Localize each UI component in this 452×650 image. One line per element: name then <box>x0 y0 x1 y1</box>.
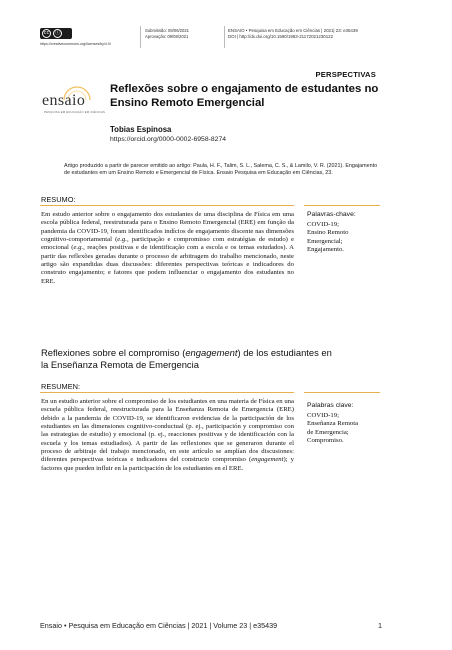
resumo-heading: RESUMO: <box>41 195 76 204</box>
keywords-label: Palavras-chave: <box>307 211 356 218</box>
header-divider <box>224 26 225 48</box>
section-rule <box>40 205 294 206</box>
section-label: PERSPECTIVAS <box>315 70 376 79</box>
keywords-rule <box>304 392 380 393</box>
keyword: de Emergencia; <box>307 428 349 436</box>
keyword: Enseñanza Remota <box>307 420 359 428</box>
cc-license-badge[interactable] <box>40 28 72 39</box>
header-divider <box>140 26 141 48</box>
attribution-icon: ⓘ <box>54 30 60 36</box>
keyword: Emergencial; <box>307 237 343 245</box>
resumo-text: Em estudo anterior sobre o engajamento dos estudantes de uma disciplina de Física em uma escola pública federal, reestruturada para o Ensino Remoto Emergencial (ERE) em função da pandemia da COVID-19, foram identificados indícios de engajamento discente nas dimensões cognitivo-comportamental (e.g., participação e compromisso com estratégias de estudo) e emocional (e.g., reações positivas e de identificação com a escola e os temas estudados). A partir das reflexões geradas durante o processo de arbitragem do trabalho mencionado, neste artigo são expandidas duas discussões: diferentes perspectivas teóricas e indicadores do construto engajamento; e fatores que podem influenciar o engajamento dos estudantes no ERE. <box>41 211 294 285</box>
article-note: Artigo produzido a partir de parecer emitido ao artigo: Paula, H. F., Talim, S. L., Salema, C. S., & Lamilo, V. R. (2021). Engajamento de estudantes em um Ensino Remoto e Emergencial de Física. Ensaio Pesquisa em Educação em Ciências, 23. <box>64 163 378 177</box>
page-number: 1 <box>378 621 382 630</box>
keywords-list <box>307 221 348 254</box>
page-footer: Ensaio • Pesquisa em Educação em Ciências | 2021 | Volume 23 | e35439 <box>40 621 278 630</box>
author-name: Tobias Espinosa <box>110 125 172 134</box>
keywords-rule <box>304 205 380 206</box>
palabras-clave-list <box>307 412 358 445</box>
palabras-clave-label: Palabras clave: <box>307 402 354 409</box>
keyword: COVID-19; <box>307 221 339 228</box>
logo-tagline: PESQUISA EM EDUCAÇÃO EM CIÊNCIAS <box>44 110 106 114</box>
license-link[interactable]: https://creativecommons.org/licenses/by/4.0/ <box>40 42 111 46</box>
keyword: Ensino Remoto <box>307 229 349 237</box>
keyword: Compromiso. <box>307 436 344 444</box>
spanish-title: Reflexiones sobre el compromiso (engagement) de los estudiantes en la Enseñanza Remota de Emergencia <box>41 347 332 371</box>
logo-wordmark: ensaio <box>42 92 86 109</box>
resumen-text: En un estudio anterior sobre el compromiso de los estudiantes en una materia de Física en una escuela pública federal, reestructurada para la Enseñanza Remota de Emergencia (ERE) debido a la pandemia de COVID-19, se identificaron evidencias de la participación de los estudiantes en las dimensiones cognitivo-conductual (p. ej., participación y compromiso con las estrategias de estudio) y emocional (p. ej., reacciones positivas y de identificación con la escuela y los temas estudiados). A partir de las reflexiones que se generaron durante el proceso de arbitraje del trabajo mencionado, en este artículo se amplían dos discusiones: diferentes perspectivas teóricas e indicadores del constructo compromiso (engagement); y factores que pueden influir en la participación de los estudiantes en el ERE. <box>41 398 294 472</box>
keyword: COVID-19; <box>307 412 339 419</box>
cc-icon: cc <box>43 30 50 36</box>
ensaio-logo <box>42 80 106 120</box>
article-title: Reflexões sobre o engajamento de estudantes no Ensino Remoto Emergencial <box>110 83 379 109</box>
submission-date: Submissão: 08/06/2021 <box>145 28 189 33</box>
section-rule <box>40 392 294 393</box>
keyword: Engajamento. <box>307 245 344 253</box>
resumen-heading: RESUMEN: <box>41 382 81 391</box>
journal-reference <box>228 28 358 40</box>
journal-citation: ENSAIO • Pesquisa em Educação em Ciências | 2021| 23: e35439 <box>228 28 358 33</box>
submission-dates <box>145 28 189 40</box>
approval-date: Aprovação: 09/08/2021 <box>145 34 189 39</box>
orcid-link[interactable]: https://orcid.org/0000-0002-6958-8274 <box>110 136 227 143</box>
doi-link[interactable]: DOI | http://dx.doi.org/10.1590/1983-21172021230122 <box>228 34 334 39</box>
